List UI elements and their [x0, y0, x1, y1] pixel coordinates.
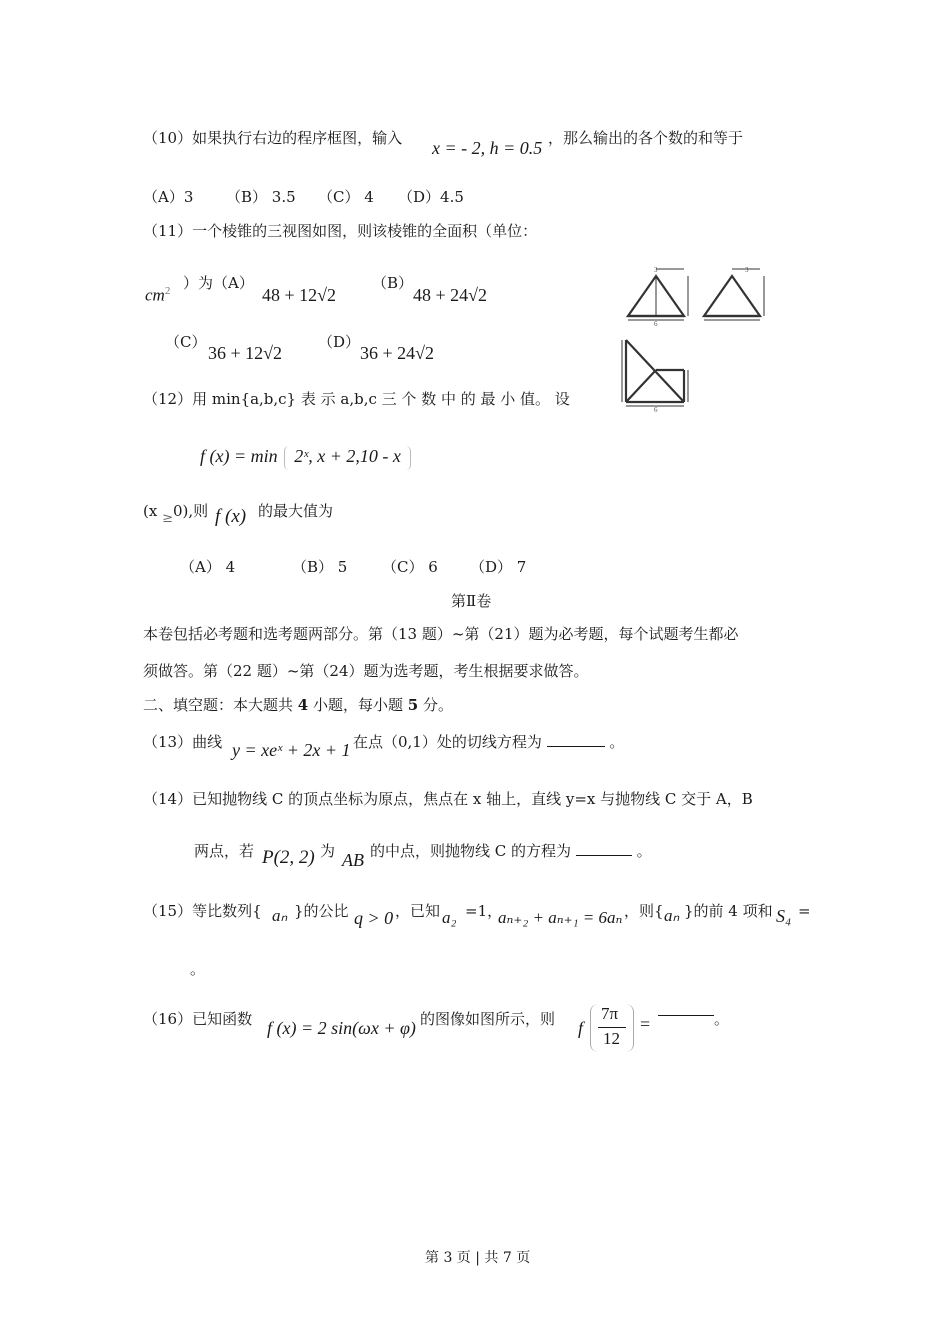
q13-end: 。 [609, 733, 625, 751]
q15-s4: S₄ [776, 906, 792, 926]
q14-segment: AB [342, 850, 364, 870]
q10-option-d: （D）4.5 [398, 188, 464, 206]
q11-option-b-label: （B） [372, 274, 414, 292]
q15-eq2: = [798, 902, 811, 920]
q10-option-b: （B） 3.5 [226, 188, 296, 206]
q11-text: （11）一个棱锥的三视图如图，则该棱锥的全面积（单位： [143, 222, 538, 240]
q14-line-2-mid: 为 [320, 842, 336, 860]
part2-intro-2: 须做答。第（22 题）~第（24）题为选考题，考生根据要求做答。 [143, 662, 589, 680]
section-post: 分。 [418, 696, 453, 714]
q13-tail: 在点（0,1）处的切线方程为 [353, 733, 542, 751]
q16-pre: （16）已知函数 [143, 1010, 253, 1028]
page-footer: 第 3 页 | 共 7 页 [425, 1250, 531, 1266]
part2-title: 第Ⅱ卷 [451, 592, 492, 610]
q12-text: （12）用 min{a,b,c} 表 示 a,b,c 三 个 数 中 的 最 小 值。 设 [143, 390, 570, 408]
q16-tail [658, 1008, 729, 1029]
brace-right [406, 446, 411, 470]
q12-cond-prefix: (x [143, 502, 163, 520]
q10-option-a: （A）3 [143, 188, 194, 206]
q13-math: y = xeˣ + 2x + 1 [232, 740, 351, 760]
q16-numerator: 7π [601, 1004, 619, 1023]
q13-text: （13）曲线 [143, 733, 223, 751]
q11-option-c-value: 36 + 12√2 [208, 343, 283, 363]
q11-unit [145, 285, 170, 306]
front-dim-base: 6 [654, 320, 658, 328]
q15-a2: a₂ [442, 908, 457, 927]
q15-mid1: }的公比 [294, 902, 349, 920]
three-view-figure [618, 262, 778, 412]
q12-option-c: （C） 6 [382, 558, 438, 576]
q15-an-2: aₙ [664, 906, 680, 925]
front-view [628, 269, 688, 320]
q12-cond-sym: ≥ [162, 511, 173, 526]
q15-recurrence: aₙ₊₂ + aₙ₊₁ = 6aₙ [498, 908, 623, 927]
q11-unit-sup: 2 [164, 285, 171, 297]
q15-end: 。 [190, 960, 206, 978]
q15-mid2: ，已知 [395, 902, 441, 920]
section-mid: 小题，每小题 [308, 696, 408, 714]
q12-option-a: （A） 4 [180, 558, 236, 576]
q10-math: x = - 2, h = 0.5 [432, 138, 543, 158]
q10-line [143, 127, 402, 148]
q12-option-b: （B） 5 [292, 558, 348, 576]
q11-option-d-label: （D） [318, 333, 361, 351]
q11-option-d-value: 36 + 24√2 [360, 343, 435, 363]
q12-cond-tail: 的最大值为 [258, 502, 334, 520]
side-view [704, 269, 764, 320]
q12-formula-f: f (x) = min [200, 446, 278, 466]
q15-q-condition: q > 0 [354, 908, 394, 928]
q15-mid3: ，则{ [624, 902, 664, 920]
q16-f: f [578, 1018, 584, 1038]
q11-option-a-value: 48 + 12√2 [262, 285, 337, 305]
top-dim-base: 6 [654, 406, 658, 412]
q16-mid: 的图像如图所示，则 [420, 1010, 556, 1028]
q16-function: f (x) = 2 sin(ωx + φ) [267, 1018, 416, 1038]
q15-eq1: =1， [465, 902, 503, 920]
q15-pre: （15）等比数列{ [143, 902, 262, 920]
side-dim-top: 3 [745, 266, 749, 274]
q14-answer-blank [576, 855, 632, 856]
q12-formula [200, 446, 411, 470]
q16-eq: = [640, 1014, 651, 1034]
q16-fraction-bar [598, 1027, 626, 1028]
q11-option-c-label: （C） [165, 333, 207, 351]
brace-left [284, 446, 289, 470]
q12-option-d: （D） 7 [470, 558, 527, 576]
q11-unit-text: cm [145, 285, 165, 305]
q11-option-b-value: 48 + 24√2 [413, 285, 488, 305]
q10-tail: ，那么输出的各个数的和等于 [548, 129, 744, 147]
q13-answer-blank [547, 746, 605, 747]
q12-f-of-x: f (x) [215, 506, 247, 527]
q14-line-2-pre: 两点，若 [194, 842, 255, 860]
q14-tail-line [370, 840, 652, 861]
q14-end: 。 [636, 842, 652, 860]
q15-mid4: }的前 4 项和 [684, 902, 773, 920]
q13-line [353, 731, 624, 752]
q14-point: P(2, 2) [262, 847, 315, 868]
q11-after-unit: ）为（A） [183, 274, 254, 292]
q12-cond-suffix: 0),则 [173, 502, 209, 520]
section-score: 5 [407, 696, 419, 714]
part2-intro-1: 本卷包括必考题和选考题两部分。第（13 题）~第（21）题为必考题，每个试题考生都必 [143, 625, 739, 643]
section-heading [143, 694, 453, 715]
section-count: 4 [297, 696, 309, 714]
q15-an: aₙ [272, 906, 288, 925]
q10-option-c: （C） 4 [318, 188, 374, 206]
q10-text: （10）如果执行右边的程序框图，输入 [143, 129, 403, 147]
front-dim-top: 3 [654, 266, 658, 274]
q12-formula-args: 2ˣ, x + 2,10 - x [294, 446, 401, 466]
q16-end: 。 [714, 1010, 730, 1028]
top-view [622, 340, 688, 406]
q14-line-1: （14）已知抛物线 C 的顶点坐标为原点，焦点在 x 轴上，直线 y=x 与抛物线 C 交于 A，B [143, 790, 753, 808]
q12-condition [143, 500, 209, 526]
q14-line-2-post: 的中点，则抛物线 C 的方程为 [370, 842, 572, 860]
q16-answer-blank [658, 1015, 714, 1016]
section-pre: 二、填空题：本大题共 [143, 696, 298, 714]
q16-denominator: 12 [603, 1029, 620, 1048]
